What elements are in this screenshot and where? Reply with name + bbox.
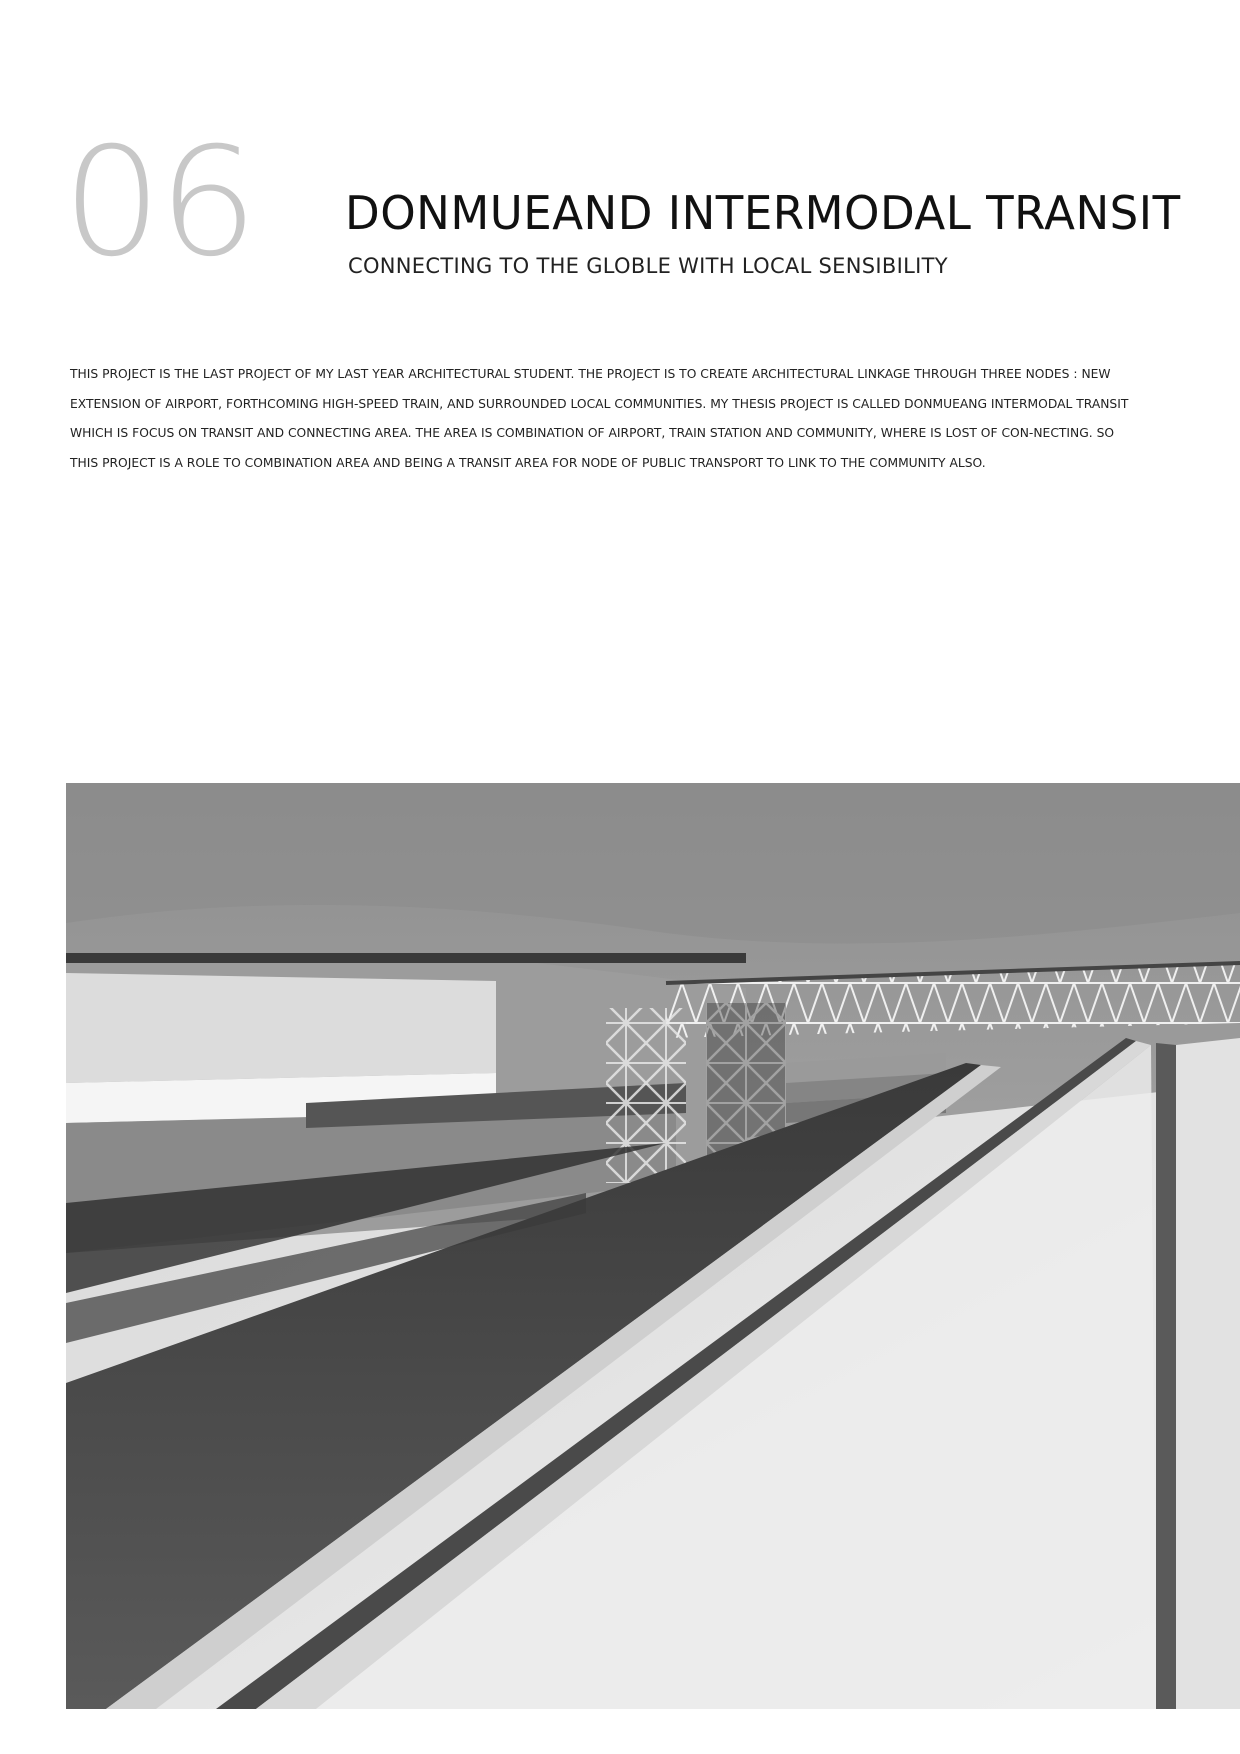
architectural-render-image	[66, 783, 1240, 1709]
project-description: THIS PROJECT IS THE LAST PROJECT OF MY LAST YEAR ARCHITECTURAL STUDENT. THE PROJECT IS TO CREATE ARCHITECTURAL LINKAGE THROUGH THREE NODES : NEW EXTENSION OF AIRPORT, FORTHCOMING HIGH-SPEED TRAIN, AND SURROUNDED LOCAL COMMUNITIES. MY THESIS PROJECT IS CALLED DONMUEANG INTERMODAL TRANSIT WHICH IS FOCUS ON TRANSIT AND CONNECTING AREA. THE AREA IS COMBINATION OF AIRPORT, TRAIN STATION AND COMMUNITY, WHERE IS LOST OF CON-NECTING. SO THIS PROJECT IS A ROLE TO COMBINATION AREA AND BEING A TRANSIT AREA FOR NODE OF PUBLIC TRANSPORT TO LINK TO THE COMMUNITY ALSO.	[70, 367, 1129, 470]
page-subtitle: CONNECTING TO THE GLOBLE WITH LOCAL SENSIBILITY	[348, 254, 948, 278]
chapter-number: 06	[62, 116, 255, 290]
page-title: DONMUEAND INTERMODAL TRANSIT	[345, 186, 1181, 240]
